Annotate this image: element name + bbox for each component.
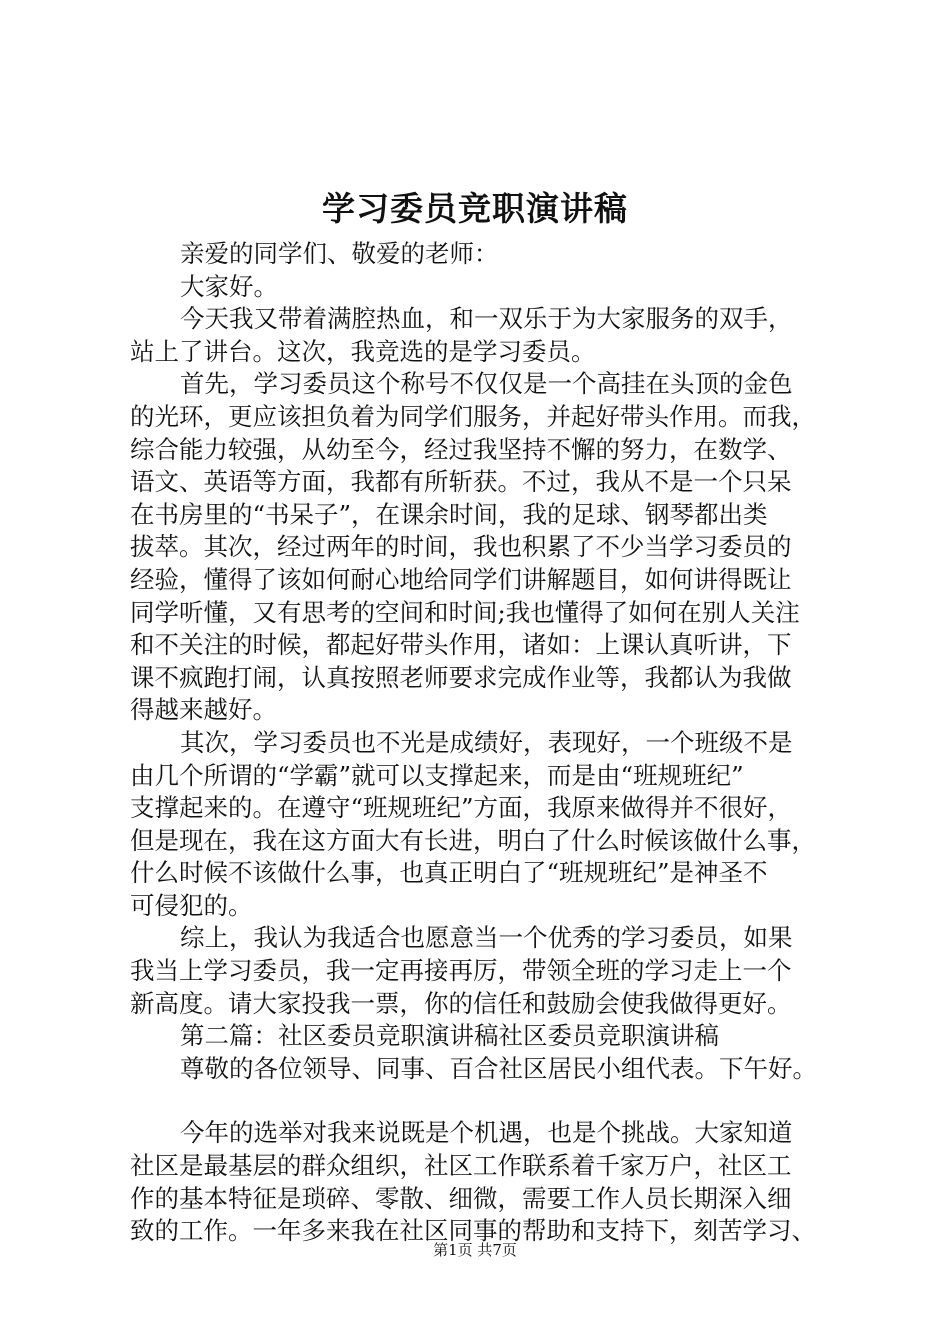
- paragraph-second-body: [130, 1117, 850, 1247]
- text-line: 致的工作。一年多来我在社区同事的帮助和支持下，刻苦学习、: [130, 1216, 816, 1246]
- paragraph-salutation: [130, 238, 850, 271]
- text-line: 但是现在，我在这方面大有长进，明白了什么时候该做什么事，: [130, 825, 816, 855]
- paragraph-section-heading: [130, 1020, 850, 1053]
- text-line: 可侵犯的。: [130, 890, 253, 920]
- section-heading: 第二篇：社区委员竞职演讲稿社区委员竞职演讲稿: [180, 1021, 719, 1051]
- text-line: 其次，学习委员也不光是成绩好，表现好，一个班级不是: [180, 727, 793, 757]
- text-line: 支撑起来的。在遵守“班规班纪”方面，我原来做得并不很好，: [130, 793, 793, 823]
- paragraph-first-point: [130, 368, 850, 727]
- paragraph-intro: [130, 303, 850, 368]
- text-line: 在书房里的“书呆子”，在课余时间，我的足球、钢琴都出类: [130, 499, 768, 529]
- paragraph-conclusion: [130, 922, 850, 1020]
- text-line: 拔萃。其次，经过两年的时间，我也积累了不少当学习委员的: [130, 532, 792, 562]
- text-line: 大家好。: [180, 271, 278, 301]
- text-line: 的光环，更应该担负着为同学们服务，并起好带头作用。而我，: [130, 401, 816, 431]
- text-line: 我当上学习委员，我一定再接再厉，带领全班的学习走上一个: [130, 956, 792, 986]
- text-line: 作的基本特征是琐碎、零散、细微，需要工作人员长期深入细: [130, 1183, 792, 1213]
- text-line: 由几个所谓的“学霸”就可以支撑起来，而是由“班规班纪”: [130, 760, 744, 790]
- paragraph-greeting: [130, 271, 850, 304]
- text-line: 同学听懂，又有思考的空间和时间;我也懂得了如何在别人关注: [130, 597, 800, 627]
- document-body: [130, 238, 850, 1248]
- paragraph-second-point: [130, 727, 850, 923]
- text-line: 课不疯跑打闹，认真按照老师要求完成作业等，我都认为我做: [130, 662, 792, 692]
- document-title: 学习委员竞职演讲稿: [322, 189, 628, 228]
- blank-line: [130, 1085, 850, 1117]
- paragraph-second-salutation: [130, 1053, 850, 1086]
- page-number-footer: 第1页 共7页: [433, 1241, 517, 1259]
- text-line: 语文、英语等方面，我都有所斩获。不过，我从不是一个只呆: [130, 467, 792, 497]
- text-line: 什么时候不该做什么事，也真正明白了“班规班纪”是神圣不: [130, 858, 768, 888]
- text-line: 经验，懂得了该如何耐心地给同学们讲解题目，如何讲得既让: [130, 564, 792, 594]
- text-line: 亲爱的同学们、敬爱的老师：: [180, 239, 499, 268]
- text-line: 尊敬的各位领导、同事、百合社区居民小组代表。下午好。: [180, 1053, 817, 1083]
- text-line: 首先，学习委员这个称号不仅仅是一个高挂在头顶的金色: [180, 369, 793, 399]
- text-line: 得越来越好。: [130, 695, 277, 725]
- text-line: 站上了讲台。这次，我竞选的是学习委员。: [130, 336, 596, 366]
- text-line: 新高度。请大家投我一票，你的信任和鼓励会使我做得更好。: [130, 988, 792, 1018]
- text-line: 综合能力较强，从幼至今，经过我坚持不懈的努力，在数学、: [130, 434, 792, 464]
- text-line: 综上，我认为我适合也愿意当一个优秀的学习委员，如果: [180, 923, 793, 953]
- text-line: 社区是最基层的群众组织，社区工作联系着千家万户，社区工: [130, 1151, 792, 1181]
- text-line: 和不关注的时候，都起好带头作用，诸如：上课认真听讲，下: [130, 630, 792, 660]
- text-line: 今年的选举对我来说既是个机遇，也是个挑战。大家知道: [180, 1118, 793, 1148]
- text-line: 今天我又带着满腔热血，和一双乐于为大家服务的双手，: [180, 304, 793, 334]
